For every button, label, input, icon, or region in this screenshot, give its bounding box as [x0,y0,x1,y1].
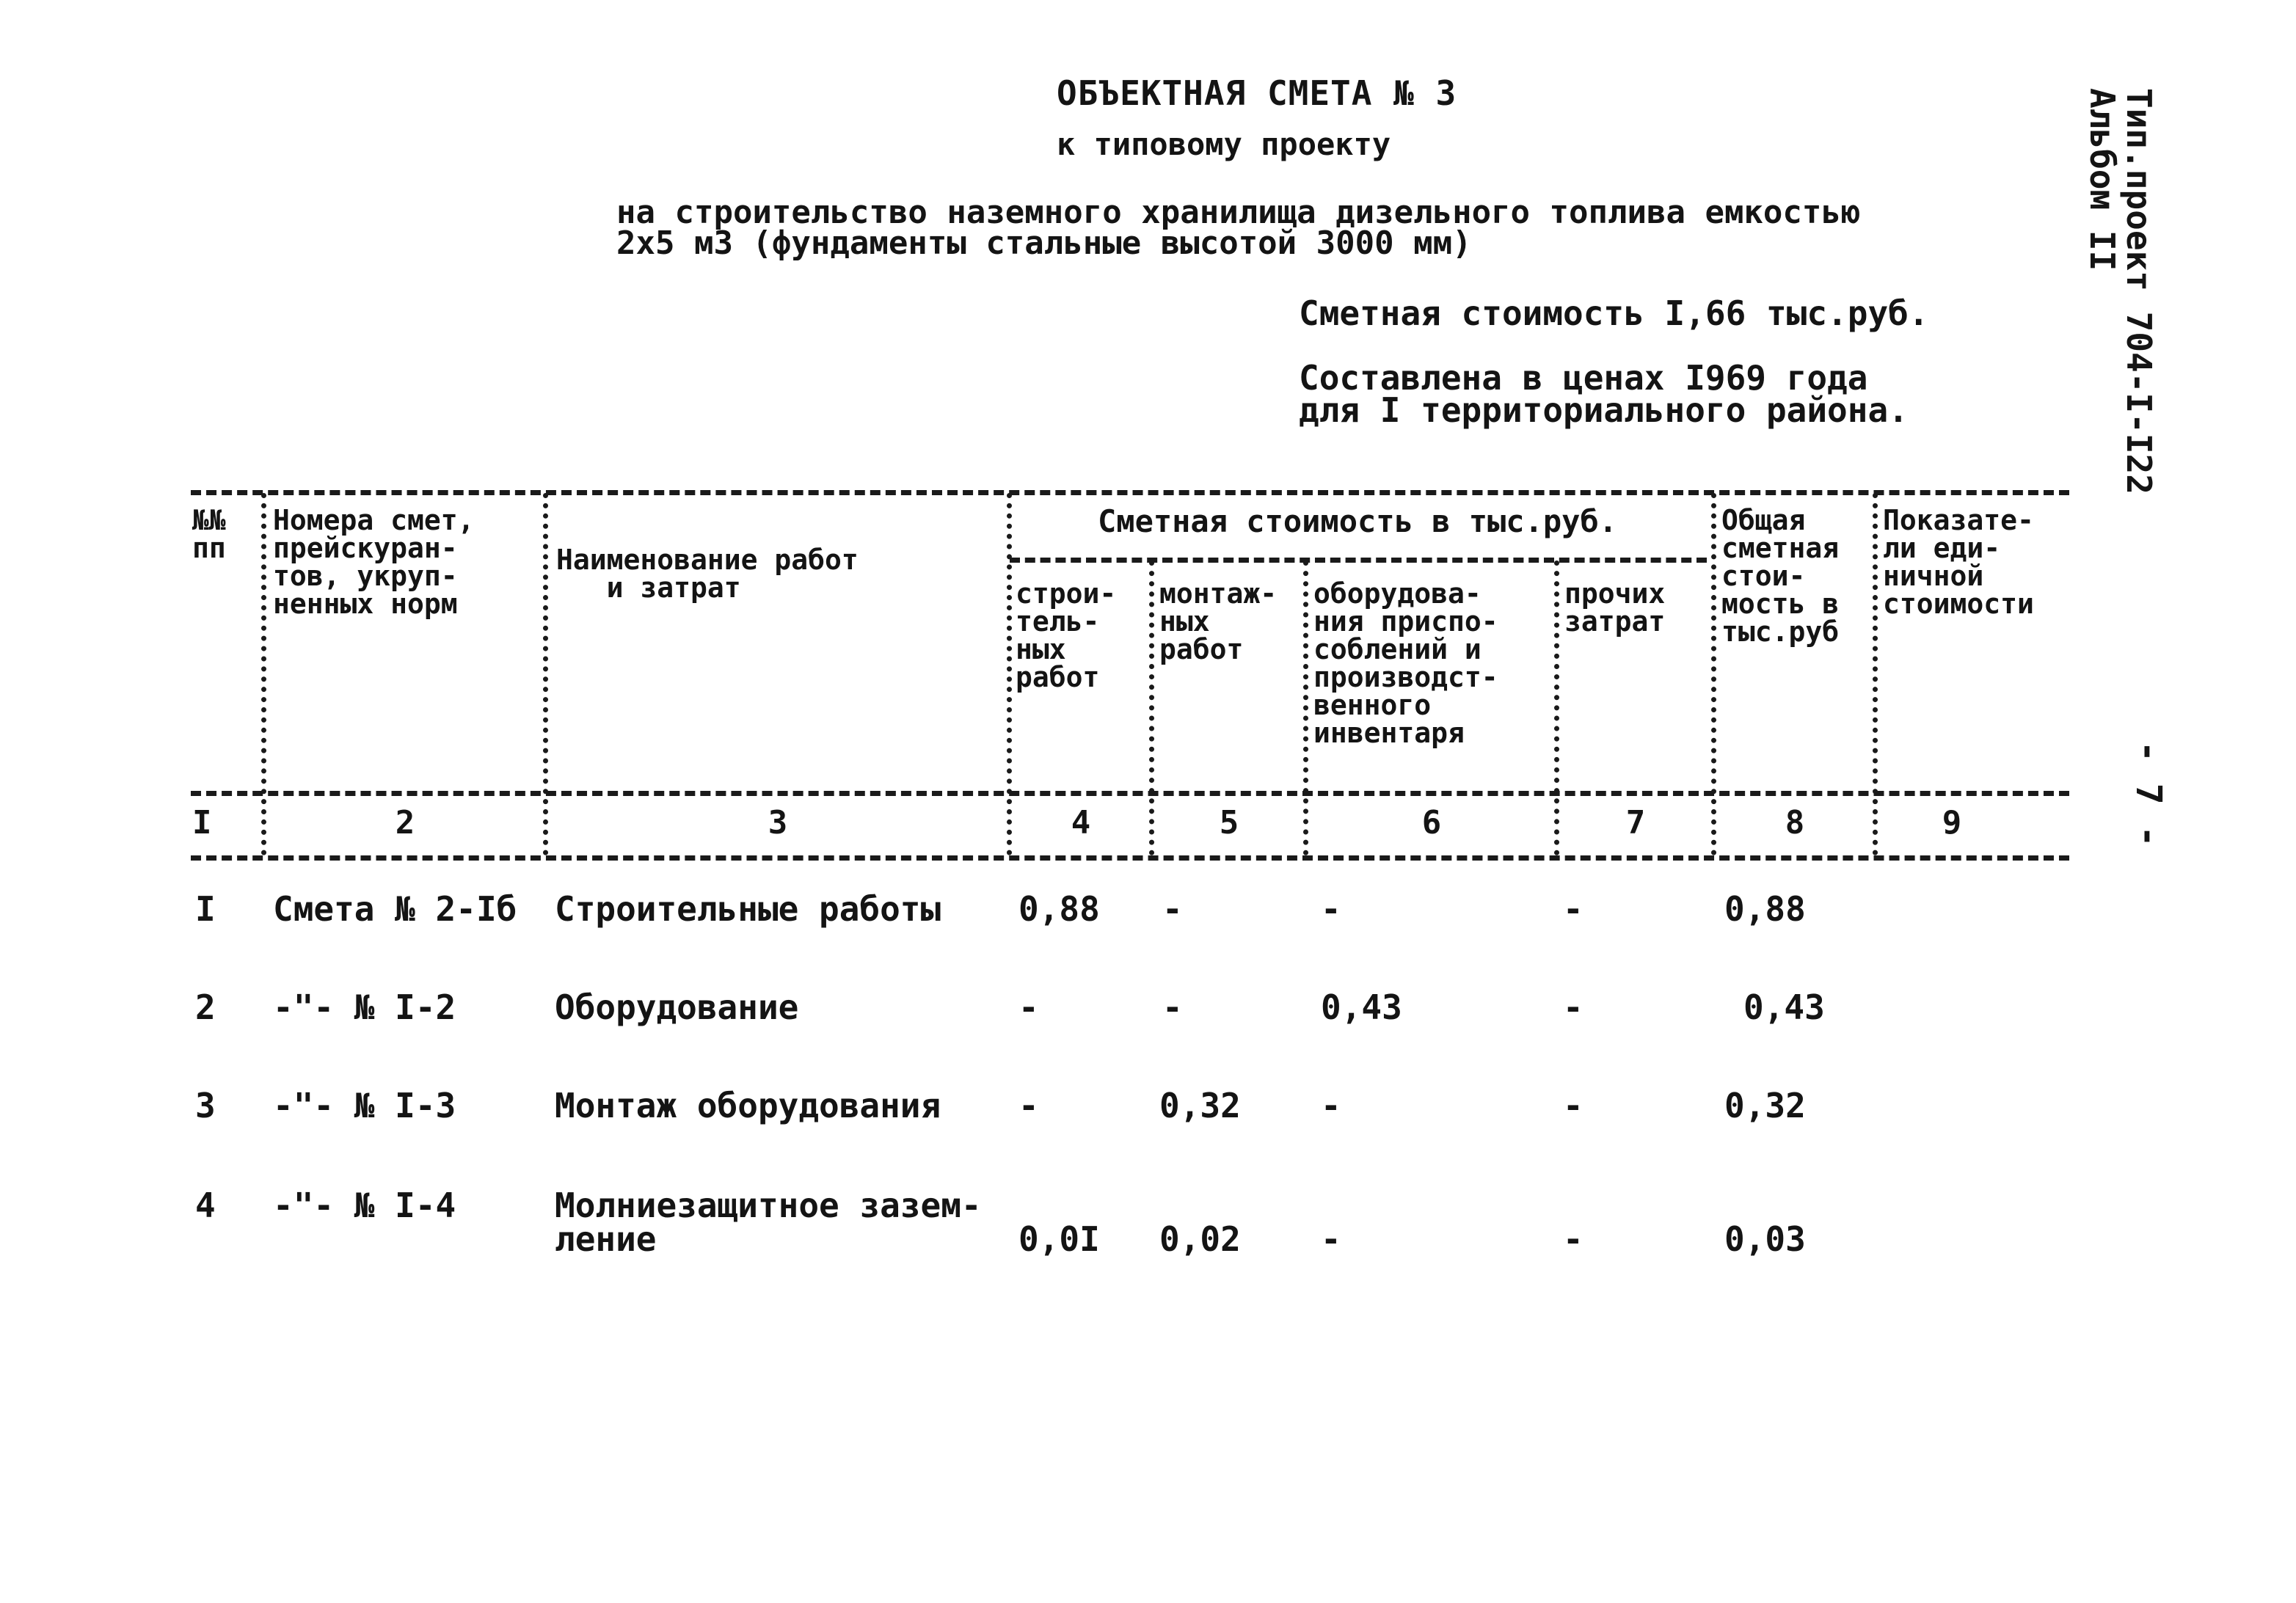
page-number: - 7 - [2128,741,2169,847]
construction-cost: 0,88 [1018,889,1100,929]
installation-cost: 0,02 [1159,1219,1241,1259]
side-project-reference [2084,88,2157,494]
column-number-1: I [192,804,212,841]
col-divider-4 [1149,560,1154,855]
installation-cost: - [1162,987,1183,1027]
column-numbers-top-rule [191,791,2069,796]
column-number-5: 5 [1219,804,1239,841]
col-divider-5 [1303,560,1308,855]
header-unit-indicators: Показате- ли еди- ничной стоимости [1883,504,2034,620]
total-cost: 0,03 [1724,1219,1806,1259]
row-number: 2 [195,987,216,1027]
column-number-4: 4 [1071,804,1091,841]
estimate-ref: -"- № I-3 [273,1086,456,1125]
equipment-cost: - [1321,1219,1341,1259]
header-row-number: №№ пп [192,504,226,564]
row-number: 4 [195,1186,216,1225]
work-name: Молниезащитное зазем- ление [555,1186,982,1259]
col-divider-7 [1711,493,1716,855]
construction-cost: 0,0I [1018,1219,1100,1259]
column-number-9: 9 [1942,804,1962,841]
col-divider-8 [1873,493,1878,855]
price-basis-line1: Составлена в ценах I969 года [1299,358,1868,398]
equipment-cost: 0,43 [1321,987,1402,1027]
total-cost: 0,43 [1743,987,1825,1027]
installation-cost: 0,32 [1159,1086,1241,1125]
table-top-rule [191,490,2069,495]
project-description-line2: 2х5 м3 (фундаменты стальные высотой 3000 мм) [616,224,1472,262]
column-number-3: 3 [768,804,788,841]
construction-cost: - [1018,1086,1039,1125]
col-divider-1 [261,493,266,855]
work-name: Строительные работы [555,889,941,929]
other-cost: - [1563,987,1583,1027]
column-number-2: 2 [395,804,415,841]
side-ref-line1: Тип.проект 704-I-I22 [2119,88,2159,494]
column-number-6: 6 [1421,804,1442,841]
header-total-cost: Общая сметная стои- мость в тыс.руб [1721,504,1840,648]
row-number: 3 [195,1086,216,1125]
installation-cost: - [1162,889,1183,929]
total-cost: 0,88 [1724,889,1806,929]
header-construction-works: строи- тель- ных работ [1016,577,1117,693]
other-cost: - [1563,1219,1583,1259]
total-cost: 0,32 [1724,1086,1806,1125]
document-title: ОБЪЕКТНАЯ СМЕТА № 3 [1057,73,1457,113]
construction-cost: - [1018,987,1039,1027]
col-divider-6 [1554,560,1559,855]
document-subtitle: к типовому проекту [1057,126,1391,162]
work-name: Оборудование [555,987,799,1027]
estimate-ref: -"- № I-2 [273,987,456,1027]
other-cost: - [1563,889,1583,929]
row-number: I [195,889,216,929]
equipment-cost: - [1321,1086,1341,1125]
project-description-line1: на строительство наземного хранилища дизельного топлива емкостью [616,194,1861,231]
col-divider-2 [543,493,548,855]
equipment-cost: - [1321,889,1341,929]
price-basis-line2: для I территориального района. [1299,390,1909,430]
column-number-7: 7 [1625,804,1646,841]
header-estimate-numbers: Номера смет, прейскуран- тов, укруп- ненных норм [273,504,475,620]
header-equipment: оборудова- ния приспо- соблений и производст- венного инвентаря [1313,577,1498,749]
work-name: Монтаж оборудования [555,1086,941,1125]
header-group-estimated-cost: Сметная стоимость в тыс.руб. [1098,503,1618,539]
estimate-ref: -"- № I-4 [273,1186,456,1225]
column-numbers-bottom-rule [191,855,2069,861]
other-cost: - [1563,1086,1583,1125]
side-ref-line2: Альбом II [2082,88,2122,271]
header-installation-works: монтаж- ных работ [1159,577,1278,665]
header-work-name: Наименование работ и затрат [556,544,859,604]
group-header-rule [1010,558,1707,563]
column-number-8: 8 [1785,804,1805,841]
col-divider-3 [1007,493,1012,855]
estimated-cost: Сметная стоимость I,66 тыс.руб. [1299,293,1929,333]
header-other-costs: прочих затрат [1564,577,1666,638]
estimate-ref: Смета № 2-Iб [273,889,517,929]
